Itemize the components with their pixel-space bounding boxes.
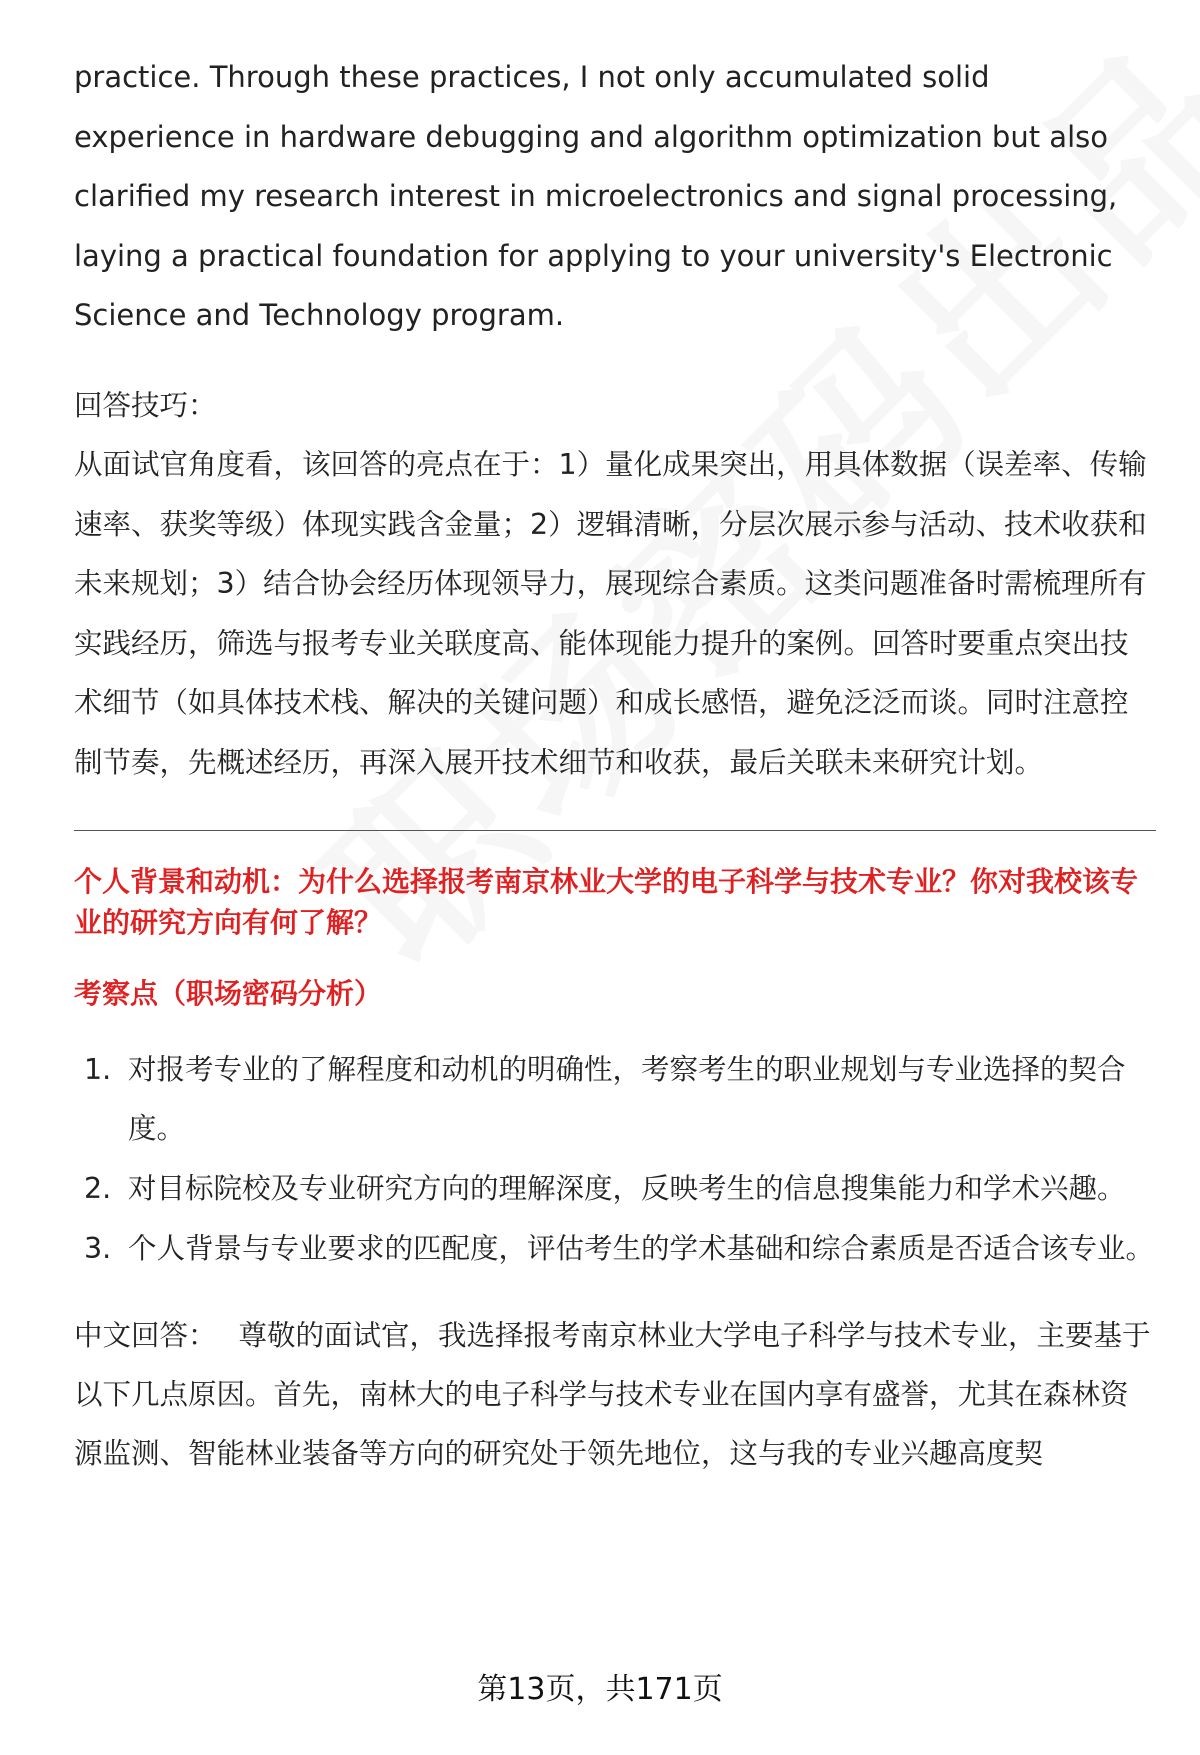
list-item-number: 2. (84, 1172, 112, 1205)
section-divider (74, 830, 1156, 831)
assessment-heading: 考察点（职场密码分析） (74, 977, 383, 1010)
list-item-text: 对报考专业的了解程度和动机的明确性，考察考生的职业规划与专业选择的契合度。 (128, 1053, 1126, 1145)
tips-label: 回答技巧： (74, 388, 217, 422)
list-item-number: 1. (84, 1053, 112, 1086)
tips-body: 从面试官角度看，该回答的亮点在于：1）量化成果突出，用具体数据（误差率、传输速率、获奖等级）体现实践含金量；2）逻辑清晰，分层次展示参与活动、技术收获和未来规划；3）结合协会经历体现领导力，展现综合素质。这类问题准备时需梳理所有实践经历，筛选与报考专业关联度高、能体现能力提升的案例。回答时要重点突出技术细节（如具体技术栈、解决的关键问题）和成长感悟，避免泛泛而谈。同时注意控制节奏，先概述经历，再深入展开技术细节和收获，最后关联未来研究计划。 (74, 448, 1147, 779)
list-item-text: 对目标院校及专业研究方向的理解深度，反映考生的信息搜集能力和学术兴趣。 (128, 1172, 1126, 1205)
list-item (74, 1219, 1154, 1278)
question-heading: 个人背景和动机：为什么选择报考南京林业大学的电子科学与技术专业？你对我校该专业的研究方向有何了解？ (74, 865, 1139, 939)
page-content (74, 48, 1154, 1483)
chinese-answer (74, 1306, 1154, 1483)
list-item (74, 1040, 1154, 1158)
list-item (74, 1159, 1154, 1218)
answer-label: 中文回答： (74, 1319, 217, 1352)
intro-paragraph: practice. Through these practices, I not only accumulated solid experience in hardware debugging and algorithm optimization but also clarified my research interest in microelectronics and signal processing, laying a practical foundation for applying to your university's Electronic Science and Technology program. (74, 60, 1118, 332)
answer-text: 尊敬的面试官，我选择报考南京林业大学电子科学与技术专业，主要基于以下几点原因。首先，南林大的电子科学与技术专业在国内享有盛誉，尤其在森林资源监测、智能林业装备等方向的研究处于领先地位，这与我的专业兴趣高度契 (74, 1319, 1151, 1470)
list-item-text: 个人背景与专业要求的匹配度，评估考生的学术基础和综合素质是否适合该专业。 (128, 1232, 1155, 1265)
page-number: 第13页，共171页 (477, 1672, 723, 1707)
assessment-list (74, 1040, 1154, 1278)
list-item-number: 3. (84, 1232, 112, 1265)
